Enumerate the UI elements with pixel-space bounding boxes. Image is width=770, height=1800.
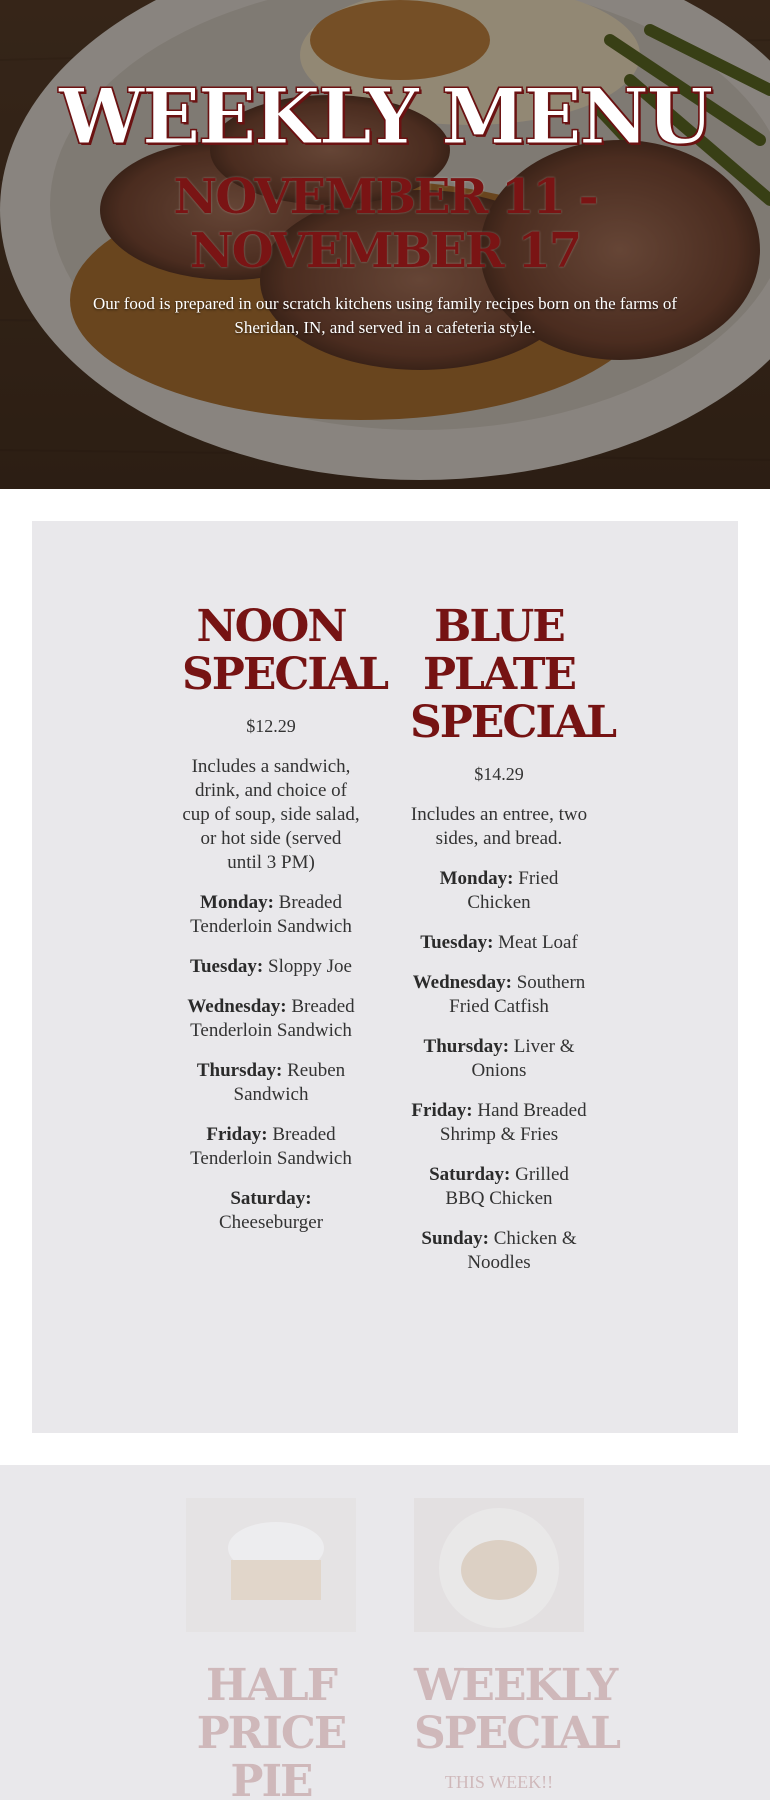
hero-description: Our food is prepared in our scratch kitchens using family recipes born on the farms of Sheridan, IN, and served in a cafeteria style. <box>93 294 677 337</box>
dish-name: Grilled BBQ Chicken <box>445 1164 569 1209</box>
day-label: Tuesday: <box>420 932 494 953</box>
day-label: Saturday: <box>429 1164 511 1185</box>
noon-special-day-item <box>182 995 360 1043</box>
noon-special-description: Includes a sandwich, drink, and choice of cup of soup, side salad, or hot side (served until 3 PM) <box>182 756 360 873</box>
day-label: Tuesday: <box>190 956 264 977</box>
specials-panel <box>32 521 738 1433</box>
hero-banner <box>0 0 770 489</box>
blue-plate-day-item <box>410 867 588 915</box>
promo-section <box>0 1465 770 1800</box>
day-label: Monday: <box>439 868 514 889</box>
noon-special-day-item <box>182 955 360 979</box>
noon-special-day-item <box>182 1059 360 1107</box>
noon-special-day-item <box>182 891 360 939</box>
day-label: Thursday: <box>423 1036 510 1057</box>
dish-name: Breaded Tenderloin Sandwich <box>190 1124 352 1169</box>
blue-plate-special-title: BLUE PLATE SPECIAL <box>410 601 616 748</box>
day-label: Wednesday: <box>187 996 287 1017</box>
noon-special-title: NOON SPECIAL <box>182 601 388 700</box>
blue-plate-day-item <box>410 971 588 1019</box>
blue-plate-special-price: $14.29 <box>474 764 524 784</box>
weekly-special-image <box>414 1498 584 1632</box>
dish-name: Southern Fried Catfish <box>449 972 586 1017</box>
noon-special-price: $12.29 <box>246 716 296 736</box>
day-label: Wednesday: <box>412 972 512 993</box>
day-label: Saturday: <box>230 1188 312 1209</box>
blue-plate-special-description: Includes an entree, two sides, and bread. <box>410 804 588 849</box>
half-price-pie-card[interactable] <box>186 1498 356 1800</box>
blue-plate-day-item <box>410 1227 588 1275</box>
weekly-special-card[interactable] <box>414 1498 620 1793</box>
dish-name: Meat Loaf <box>498 932 578 953</box>
dish-name: Hand Breaded Shrimp & Fries <box>439 1100 587 1145</box>
half-price-pie-title: HALF PRICE PIE <box>196 1660 346 1800</box>
dish-name: Cheeseburger <box>218 1212 324 1233</box>
dish-name: Fried Chicken <box>467 868 559 913</box>
pie-image <box>186 1498 356 1632</box>
weekly-special-subtitle: THIS WEEK!! <box>444 1772 554 1792</box>
dish-name: Breaded Tenderloin Sandwich <box>190 892 352 937</box>
day-label: Sunday: <box>421 1228 489 1249</box>
blue-plate-day-item <box>410 1163 588 1211</box>
weekly-special-title: WEEKLY SPECIAL <box>414 1660 620 1759</box>
dish-name: Chicken & Noodles <box>467 1228 577 1273</box>
day-label: Thursday: <box>196 1060 283 1081</box>
noon-special-day-item <box>182 1123 360 1171</box>
blue-plate-day-item <box>410 1099 588 1147</box>
noon-special-column <box>182 601 388 1251</box>
noon-special-day-item <box>182 1187 360 1235</box>
day-label: Monday: <box>200 892 274 913</box>
menu-date-range: NOVEMBER 11 - NOVEMBER 17 <box>173 169 597 279</box>
blue-plate-day-item <box>410 1035 588 1083</box>
dish-name: Reuben Sandwich <box>233 1060 346 1105</box>
dish-name: Sloppy Joe <box>268 956 352 977</box>
day-label: Friday: <box>411 1100 473 1121</box>
page-title: WEEKLY MENU <box>58 72 712 161</box>
blue-plate-special-column <box>410 601 616 1291</box>
day-label: Friday: <box>206 1124 268 1145</box>
blue-plate-day-item <box>410 931 588 955</box>
dish-name: Liver & Onions <box>471 1036 575 1081</box>
dish-name: Breaded Tenderloin Sandwich <box>190 996 355 1041</box>
